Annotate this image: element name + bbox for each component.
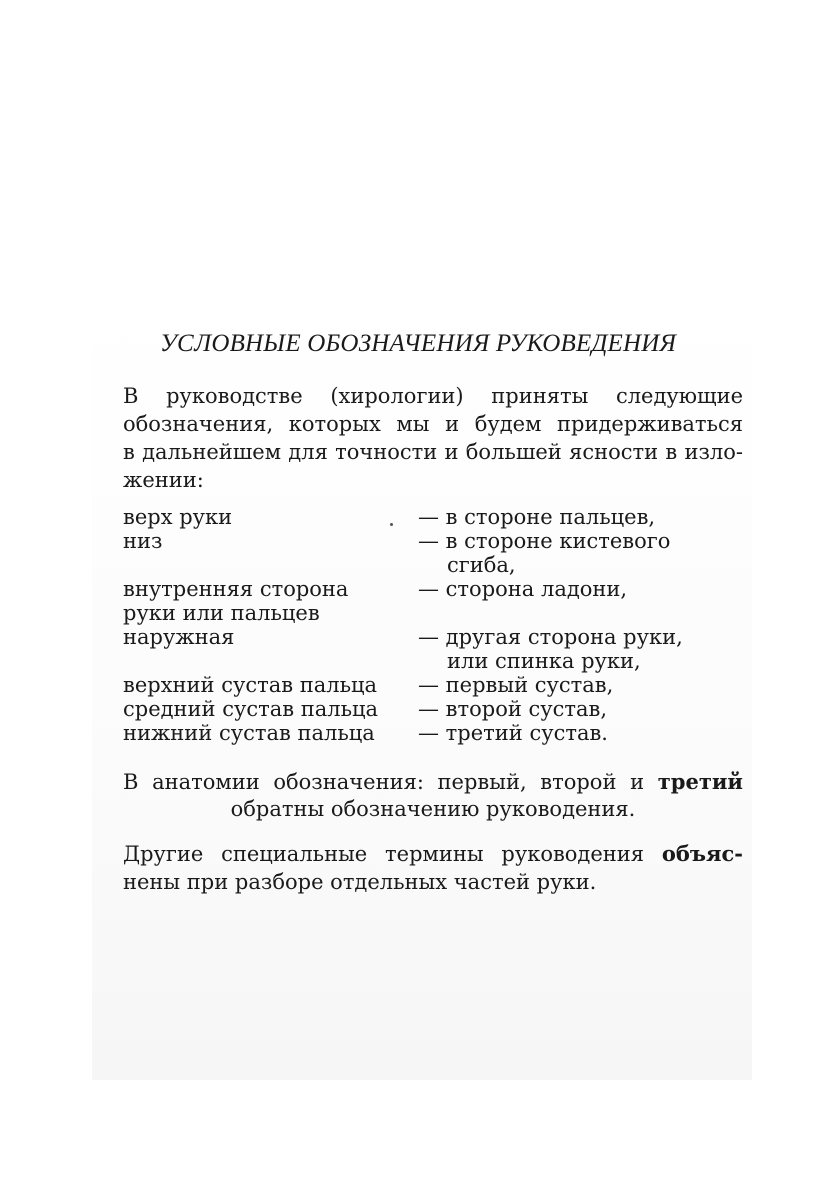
terms-row <box>123 721 743 745</box>
terms-table <box>123 505 743 745</box>
term-definition: — другая сторона руки, <box>418 625 683 649</box>
term-name: внутренняя сторона <box>123 577 349 601</box>
anatomy-note-line <box>123 768 743 796</box>
other-terms-line <box>123 840 743 868</box>
terms-row <box>123 601 743 625</box>
terms-row <box>123 697 743 721</box>
terms-row <box>123 625 743 649</box>
term-name: нижний сустав пальца <box>123 721 375 745</box>
terms-row <box>123 673 743 697</box>
intro-line: жении: <box>123 468 204 492</box>
term-name: верх руки <box>123 505 233 529</box>
term-name: наружная <box>123 625 235 649</box>
term-name-continued: руки или пальцев <box>123 601 320 625</box>
term-definition: — третий сустав. <box>418 721 608 745</box>
term-name: верхний сустав пальца <box>123 673 378 697</box>
terms-row <box>123 577 743 601</box>
terms-row <box>123 649 743 673</box>
other-terms-bold-word: объяс- <box>661 841 743 866</box>
anatomy-note-bold-word: третий <box>657 769 743 794</box>
intro-line: в дальнейшем для точности и большей ясности в изло- <box>123 440 743 464</box>
term-definition: — первый сустав, <box>418 673 614 697</box>
intro-line: В руководстве (хирологии) приняты следующие <box>123 384 743 408</box>
page-title: УСЛОВНЫЕ ОБОЗНАЧЕНИЯ РУКОВЕДЕНИЯ <box>160 330 677 357</box>
term-definition: — в стороне пальцев, <box>418 505 656 529</box>
terms-row <box>123 553 743 577</box>
intro-line: обозначения, которых мы и будем придерживаться <box>123 412 743 436</box>
term-definition: — в стороне кистевого <box>418 529 671 553</box>
anatomy-note <box>123 768 743 823</box>
anatomy-note-line: обратны обозначению руководения. <box>230 797 636 821</box>
other-terms-text: Другие специальные термины руководения <box>123 842 645 866</box>
anatomy-note-text: В анатомии обозначения: первый, второй и <box>123 770 645 794</box>
term-definition: — второй сустав, <box>418 697 608 721</box>
term-definition: — сторона ладони, <box>418 577 628 601</box>
other-terms-line: нены при разборе отдельных частей руки. <box>123 870 597 894</box>
term-name: средний сустав пальца <box>123 697 379 721</box>
other-terms-note <box>123 840 743 896</box>
term-definition-continued: сгиба, <box>447 553 516 577</box>
terms-row <box>123 505 743 529</box>
scan-speck <box>390 523 393 526</box>
intro-paragraph <box>123 382 743 494</box>
terms-row <box>123 529 743 553</box>
term-name: низ <box>123 529 163 553</box>
term-definition-continued: или спинка руки, <box>447 649 641 673</box>
